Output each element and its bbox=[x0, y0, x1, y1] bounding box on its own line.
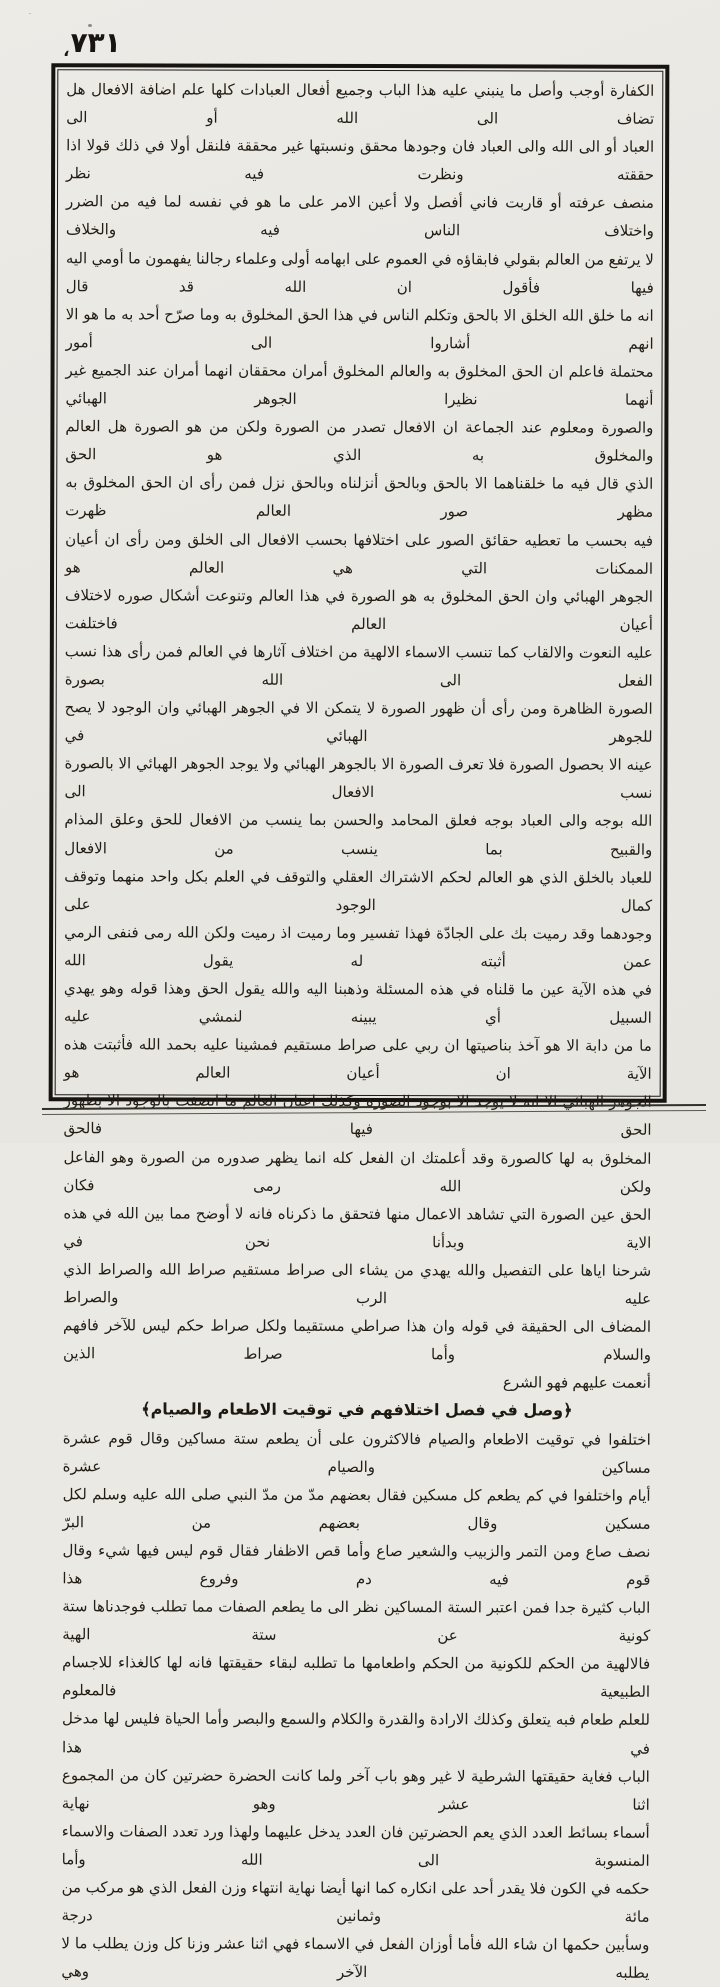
section-heading: ﴿وصل في فصل اختلافهم في توقيت الاطعام والصيام﴾ bbox=[141, 1399, 573, 1420]
text-line: اختلفوا في توقيت الاطعام والصيام فالاكثرون على أن يطعم ستة مساكين وقال قوم عشرة مساكين والصيام عشرة bbox=[62, 1428, 651, 1477]
text-line: نصف صاع ومن التمر والزبيب والشعير صاع وأما قص الاظفار فقال قوم ليس فيها شيء وقال قوم فيه دم وفروع هذا bbox=[62, 1541, 651, 1589]
text-line: المخلوق به لها كالصورة وقد أعلمتك ان الفعل كله انما يظهر صدوره من الصورة وهو الفاعل ولكن الله رمى فكان bbox=[63, 1147, 652, 1196]
text-line: انه ما خلق الله الخلق الا بالحق وتكلم الناس في هذا الحق المخلوق به وما صرّح أحد به ما هو الا انهم أشاروا الى أمور bbox=[65, 304, 654, 353]
text-line: الحق عين الصورة التي تشاهد الاعمال منها فتحقق ما ذكرناه فانه لا أوضح مما بين الله في هذه الاية وبدأنا نحن في bbox=[63, 1203, 652, 1252]
text-line: فيه بحسب ما تعطيه حقائق الصور على اختلافها بحسب الافعال الى الخلق ومن رأى ان أعيان الممكنات التي هي العالم هو bbox=[65, 529, 654, 578]
text-line: محتملة فاعلم ان الحق المخلوق به والعالم المخلوق أمران محققان انهما أمران عند الجميع غير أنهما نظيرا الجوهر الهبائي bbox=[65, 361, 654, 409]
text-line: ما من دابة الا هو آخذ بناصيتها ان ربي على صراط مستقيم فمشينا عليه بحمد الله فأثبتت هذه الآية ان أعيان العالم هو bbox=[63, 1035, 652, 1084]
text-line: وسأبين حكمها ان شاء الله فأما أوزان الفعل في الاسماء فهي اثنا عشر وزنا كل وزن يطلب ما لا يطلبه الآخر وهي bbox=[61, 1934, 650, 1983]
text-line: وجودهما وقد رميت بك على الجادّة فهذا تفسير وما رميت اذ رميت ولكن الله رمى فنفى الرمي عمن أثبته له يقول الله bbox=[63, 923, 653, 971]
text-frame bbox=[49, 63, 670, 1983]
page-number-mark: ، bbox=[62, 41, 71, 60]
text-line: أسماء بسائط العدد الذي يعم الحضرتين فان العدد يدخل عليهما ولهذا ورد تعدد الصفات والاسماء المنسوبة الى الله وأما bbox=[61, 1822, 650, 1870]
text-line: للعلم طعام فبه يتعلق وكذلك الارادة والقدرة والكلام والسمع والبصر وأما الحياة فليس لها مدخل في هذا bbox=[61, 1709, 651, 1758]
text-line: الله بوجه والى العباد بوجه فعلق المحامد والحسن بما ينسب من الافعال للحق وعلق المذام والقبيح بما ينسب من الافعال bbox=[64, 810, 653, 859]
page-number-digits: ٧٣١ bbox=[68, 26, 123, 59]
text-line: الجوهر الهبائي الا انه لا يوجد الا بوجود الصورة وكذلك اعيان العالم ما اتصفت بالوجود الا بظهور الحق فيها فالحق bbox=[63, 1091, 652, 1140]
text-line: منصف عرفته أو قاربت فاني أفصل ولا أعين الامر على ما هو في نفسه لما فيه من الضرر واختلاف الناس فيه والخلاف bbox=[65, 192, 655, 241]
text-line: شرحنا اياها على التفصيل والله يهدي من يشاء الى صراط مستقيم صراط الله والصراط الذي عليه الرب والصراط bbox=[63, 1260, 652, 1308]
text-line: الصورة الظاهرة ومن رأى أن ظهور الصورة لا يتمكن الا في الجوهر الهبائي وان الوجود لا يصح للجوهر الهبائي في bbox=[64, 698, 653, 746]
text-line: أنعمت عليهم فهو الشرع bbox=[502, 1373, 651, 1393]
text-line: في هذه الآية عين ما قلناه في هذه المسئلة وذهبنا اليه والله يقول الحق وهذا قوله وهو يهدي السبيل أي يبينه لنمشي عليه bbox=[63, 979, 652, 1027]
text-line: فالالهية من الحكم للكونية من الحكم واطعامها ما تطلبه لبقاء حقيقتها فانه لها كالغذاء للاجسام الطبيعية فالمعلوم bbox=[62, 1653, 651, 1702]
text-line: المضاف الى الحقيقة في قوله وان هذا صراطي مستقيما ولكل صراط حكم ليس للآخر فافهم والسلام وأما صراط الذين bbox=[62, 1316, 652, 1364]
page-number bbox=[63, 26, 123, 60]
text-line: العباد أو الى الله والى العباد فان وجودها محقق ونسبتها غير محققة فلنقل أولا في ذلك قولا اذا حققته ونظرت فيه نظر bbox=[66, 136, 655, 185]
body-text bbox=[61, 75, 654, 1987]
text-line: عينه الا بحصول الصورة فلا تعرف الصورة الا بالجوهر الهبائي ولا يوجد الجوهر الهبائي الا بالصورة نسب الافعال الى bbox=[64, 754, 653, 803]
text-line: الذي قال فيه ما خلقناهما الا بالحق وبالحق أنزلناه وبالحق نزل فمن رأى ان الحق المخلوق به مظهر صور العالم ظهرت bbox=[65, 473, 654, 522]
text-line: الباب كثيرة جدا فمن اعتبر الستة المساكين نظر الى ما يطعم الصفات مما تطلب فوجدناها ستة كونية عن ستة الهية bbox=[62, 1597, 651, 1645]
text-line: أيام واختلفوا في كم يطعم كل مسكين فقال بعضهم مدّ من مدّ النبي صلى الله عليه وسلم لكل مسكين وقال بعضهم من البرّ bbox=[62, 1484, 651, 1533]
text-frame-inner bbox=[55, 69, 664, 1983]
text-line: لا يرتفع من العالم بقولي فابقاؤه في العموم على ابهامه أولى وعلماء رجالنا يفهمون ما أومي اليه فيها فأقول ان الله قد قال bbox=[65, 248, 654, 297]
text-line: عليه النعوت والالقاب كما تنسب الاسماء الالهية من اختلاف آثارها في العالم فمن رأى هذا نسب الفعل الى الله بصورة bbox=[64, 642, 653, 690]
text-line: حكمه في الكون فلا يقدر أحد على انكاره كما انها أيضا نهاية انتهاء وزن الفعل الذي هو مركب من مائة وثمانين درجة bbox=[61, 1878, 650, 1926]
text-line: للعباد بالخلق الذي هو العالم لحكم الاشتراك العقلي والتوقف في العلم بكل واحد منهما وتوقف كمال الوجود على bbox=[64, 866, 653, 915]
text-line: الكفارة أوجب وأصل ما ينبني عليه هذا الباب وجميع أفعال العبادات كلها علم اضافة الافعال هل تضاف الى الله أو الى bbox=[66, 80, 655, 128]
text-line: والصورة ومعلوم عند الجماعة ان الافعال تصدر من الصورة ولكن من هو الصورة هل العالم والمخلوق به الذي هو الحق bbox=[65, 417, 654, 465]
text-line: الجوهر الهبائي وان الحق المخلوق به هو الصورة في هذا العالم وتنوعت أشكال صوره لاختلاف أعيان العالم فاختلفت bbox=[64, 585, 653, 634]
text-line: الباب فغاية حقيقتها الشرطية لا غير وهو باب آخر ولما كانت الحضرة حضرتين كان من المجموع اثنا عشر وهو نهاية bbox=[61, 1765, 650, 1814]
